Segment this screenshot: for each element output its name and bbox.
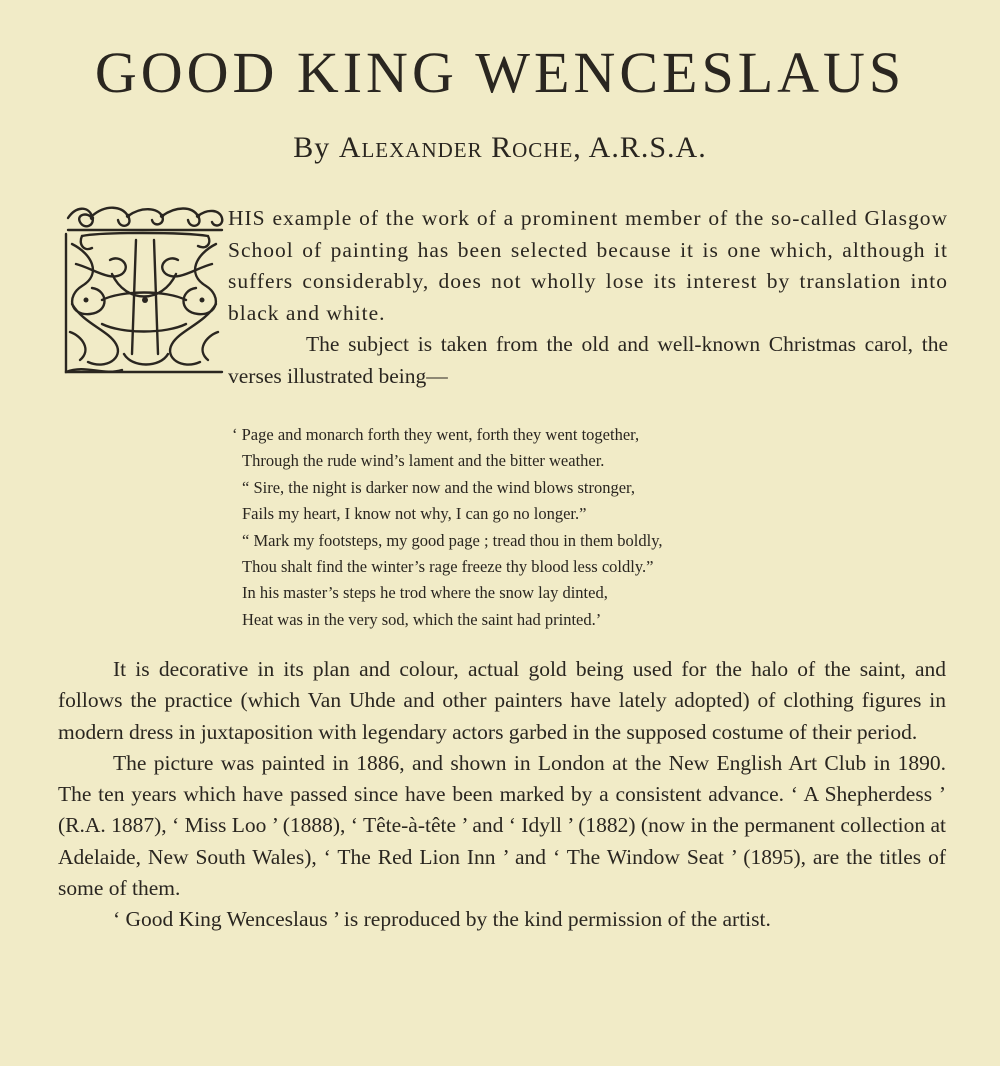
intro-paragraph-1: HIS example of the work of a prominent member of the so-called Glasgow School of painting has been selected because it is one which, although it suffers considerably, does not wholly lose its interest by translation into black and white. bbox=[228, 206, 948, 325]
byline-credentials: A.R.S.A. bbox=[588, 131, 707, 164]
verse-line: In his master’s steps he trod where the snow lay dinted, bbox=[242, 583, 608, 603]
page-title: GOOD KING WENCESLAUS bbox=[94, 40, 906, 105]
body-text bbox=[58, 654, 946, 936]
verse-quotation bbox=[232, 422, 832, 633]
verse-line: ‘ Page and monarch forth they went, forth they went together, bbox=[232, 425, 640, 444]
verse-line: Through the rude wind’s lament and the bitter weather. bbox=[242, 451, 605, 471]
verse-line: “ Mark my footsteps, my good page ; tread thou in them boldly, bbox=[242, 530, 663, 550]
intro-text bbox=[228, 203, 948, 392]
verse-line: Fails my heart, I know not why, I can go no longer.” bbox=[242, 504, 587, 524]
byline bbox=[0, 128, 1000, 168]
body-paragraph-2: The picture was painted in 1886, and shown in London at the New English Art Club in 1890. The ten years which have passed since have been marked by a consistent advance. ‘ A Shepherdess ’ (R.A. 1887), ‘ Miss Loo ’ (1888), ‘ Tête-à-tête ’ and ‘ Idyll ’ (1882) (now in the permanent collection at Adelaide, New South Wales), ‘ The Red Lion Inn ’ and ‘ The Window Seat ’ (1895), are the titles of some of them. bbox=[58, 750, 946, 901]
verse-line: Thou shalt find the winter’s rage freeze thy blood less coldly.” bbox=[242, 557, 654, 577]
verse-line: “ Sire, the night is darker now and the wind blows stronger, bbox=[242, 477, 635, 497]
intro-paragraph-2: The subject is taken from the old and well-known Christmas carol, the verses illustrated being— bbox=[228, 332, 948, 388]
byline-author: Alexander Roche, bbox=[338, 131, 582, 164]
ornamental-initial-t-icon bbox=[62, 204, 226, 376]
verse-line: Heat was in the very sod, which the saint had printed.’ bbox=[242, 609, 602, 629]
body-paragraph-1: It is decorative in its plan and colour, actual gold being used for the halo of the saint, and follows the practice (which Van Uhde and other painters have lately adopted) of clothing figures in modern dress in juxtaposition with legendary actors garbed in the supposed costume of their period. bbox=[58, 657, 946, 744]
byline-by: By bbox=[293, 131, 331, 164]
body-paragraph-3: ‘ Good King Wenceslaus ’ is reproduced by the kind permission of the artist. bbox=[113, 907, 771, 932]
